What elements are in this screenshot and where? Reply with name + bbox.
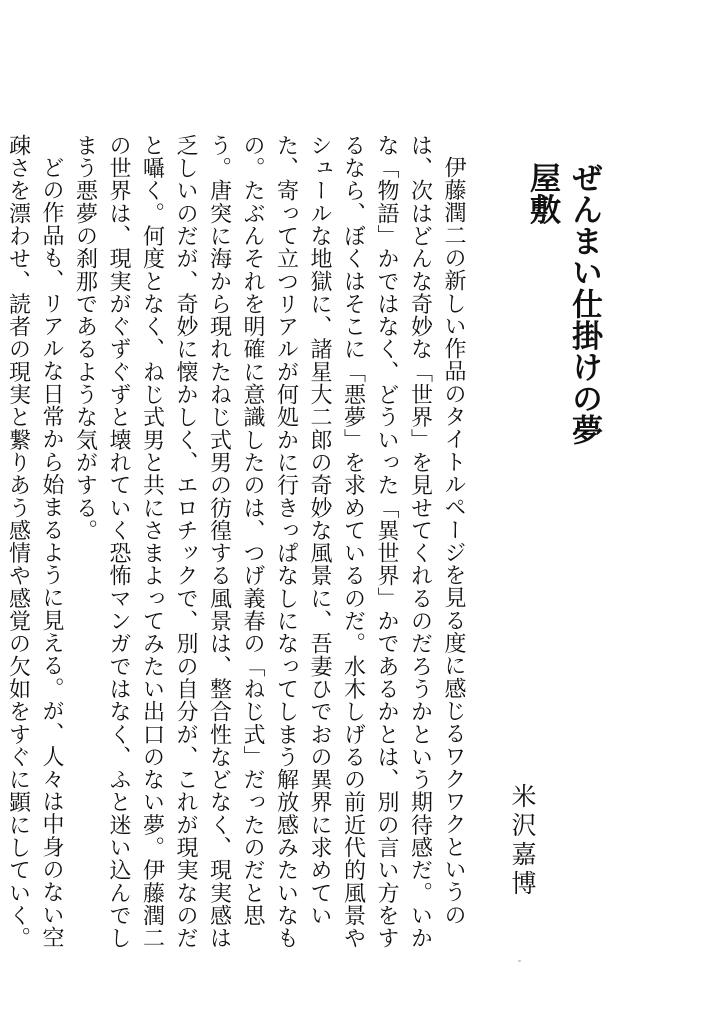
paragraph: 伊藤潤二の新しい作品のタイトルページを見る度に感じるワクワクというのは、次はどんな奇妙な「世界」を見せてくれるのだろうかという期待感だ。いかな「物語」かではなく、どういった「異世界」かであるかとは、別の言い方をするなら、ぼくはそこに「悪夢」を求めているのだ。水木しげるの前近代的風景やシュールな地獄に、諸星大二郎の奇妙な風景に、吾妻ひでおの異界に求めていた、寄って立つリアルが何処かに行きっぱなしになってしまう解放感みたいなもの。たぶんそれを明確に意識したのは、つげ義春の「ねじ式」だったのだと思う。唐突に海から現れたねじ式男の彷徨する風景は、整合性などなく、現実感は乏しいのだが、奇妙に懐かしく、エロチックで、別の自分が、これが現実なのだと囁く。何度となく、ねじ式男と共にさまよってみたい出口のない夢。伊藤潤二の世界は、現実がぐずぐずと壊れていく恐怖マンガではなく、ふと迷い込んでしまう悪夢の刹那であるような気がする。 bbox=[72, 134, 466, 950]
scan-speck bbox=[518, 960, 521, 962]
essay-body bbox=[5, 134, 470, 962]
page-title: ぜんまい仕掛けの夢屋敷 bbox=[524, 162, 602, 446]
paragraph: どの作品も、リアルな日常から始まるように見える。が、人々は中身のない空疎さを漂わせ、読者の現実と繋りあう感情や感覚の欠如をすぐに顕にしていく。 bbox=[5, 134, 64, 950]
author-name: 米沢嘉博 bbox=[508, 783, 537, 899]
